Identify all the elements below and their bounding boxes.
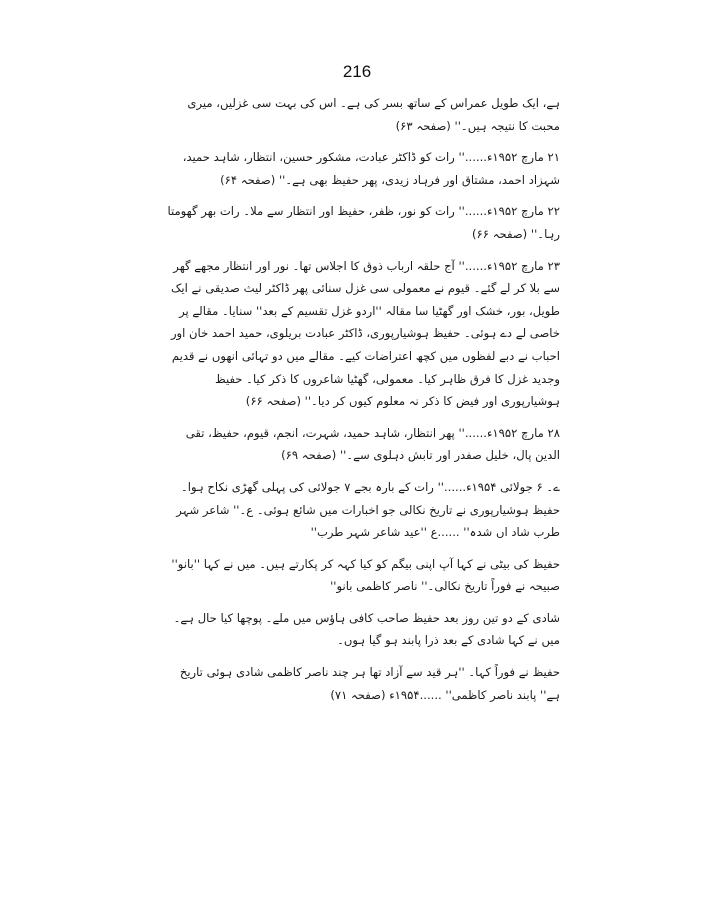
paragraph-entry-22-march: ۲۲ مارچ ۱۹۵۲ء......'' رات کو نور، ظفر، حفیظ اور انتظار سے ملا۔ رات بھر گھومتا رہا۔'' (صفحہ ۶۶) — [167, 204, 560, 241]
paragraph-entry-21-march: ۲۱ مارچ ۱۹۵۲ء......'' رات کو ڈاکٹر عبادت، مشکور حسین، انتظار، شاہد حمید، شہزاد احمد، مشتاق اور فرہاد زیدی، پھر حفیظ بھی ہے۔'' (صفحہ ۶۴) — [182, 150, 560, 187]
page-number: 216 — [342, 62, 372, 81]
paragraph-entry-23-march: ۲۳ مارچ ۱۹۵۲ء......'' آج حلقہ ارباب ذوق کا اجلاس تھا۔ نور اور انتظار مجھے گھر سے بلا کر لے گئے۔ قیوم نے معمولی سی غزل سنائی پھر ڈاکٹر لیث صدیقی نے ایک طویل، بور، خشک اور گھٹیا سا مقالہ ''اردو غزل تقسیم کے بعد'' سنایا۔ مقالے پر خاصی لے دے ہوئی۔ حفیظ ہوشیارپوری، ڈاکٹر عبادت بریلوی، حمید احمد خان اور احباب نے دبے لفظوں میں کچھ اعتراضات کیے۔ مقالے میں دو تہائی انھوں نے قدیم وجدید غزل کا فرق ظاہر کیا۔ معمولی، گھٹیا شاعروں کا ذکر کیا۔ حفیظ ہوشیارپوری اور فیض کا ذکر نہ معلوم کیوں کر دیا۔'' (صفحہ ۶۶) — [170, 258, 560, 409]
paragraph-paband: حفیظ نے فوراً کہا۔ ''ہر قید سے آزاد تھا ہر چند ناصر کاظمی شادی ہوئی تاریخ ہے'' پابند ناصر کاظمی'' ......۱۹۵۴ء (صفحہ ۷۱) — [179, 665, 560, 702]
paragraph-entry-28-march: ۲۸ مارچ ۱۹۵۲ء......'' پھر انتظار، شاہد حمید، شہرت، انجم، قیوم، حفیظ، تقی الدین پال، خلیل صفدر اور تابش دہلوی سے۔'' (صفحہ ۶۹) — [185, 425, 560, 463]
paragraph-coffee-house: شادی کے دو تین روز بعد حفیظ صاحب کافی ہاؤس میں ملے۔ پوچھا کیا حال ہے۔ میں نے کہا شادی کے بعد ذرا پابند ہو گیا ہوں۔ — [173, 610, 560, 648]
paragraph-continuation: ہے، ایک طویل عمراس کے ساتھ بسر کی ہے۔ اس کی بہت سی غزلیں، میری محبت کا نتیجہ ہیں۔'' (صفحہ ۶۳) — [187, 96, 560, 133]
paragraph-bano: حفیظ کی بیٹی نے کہا آپ اپنی بیگم کو کیا کہہ کر پکارتے ہیں۔ میں نے کہا ''بانو'' صبیحہ نے فوراً تاریخ نکالی۔'' ناصر کاظمی بانو'' — [171, 556, 560, 594]
page-body — [164, 92, 560, 715]
paragraph-entry-6-july: ے۔ ۶ جولائی ۱۹۵۴ء......'' رات کے بارہ بجے ۷ جولائی کی پہلی گھڑی نکاح ہوا۔ حفیظ ہوشیارپوری نے تاریخ نکالی جو اخبارات میں شائع ہوئی۔ ع۔'' شاعر شہر طرب شاد اں شدہ'' ......ع ''عید شاعر شہر طرب'' — [176, 479, 560, 540]
